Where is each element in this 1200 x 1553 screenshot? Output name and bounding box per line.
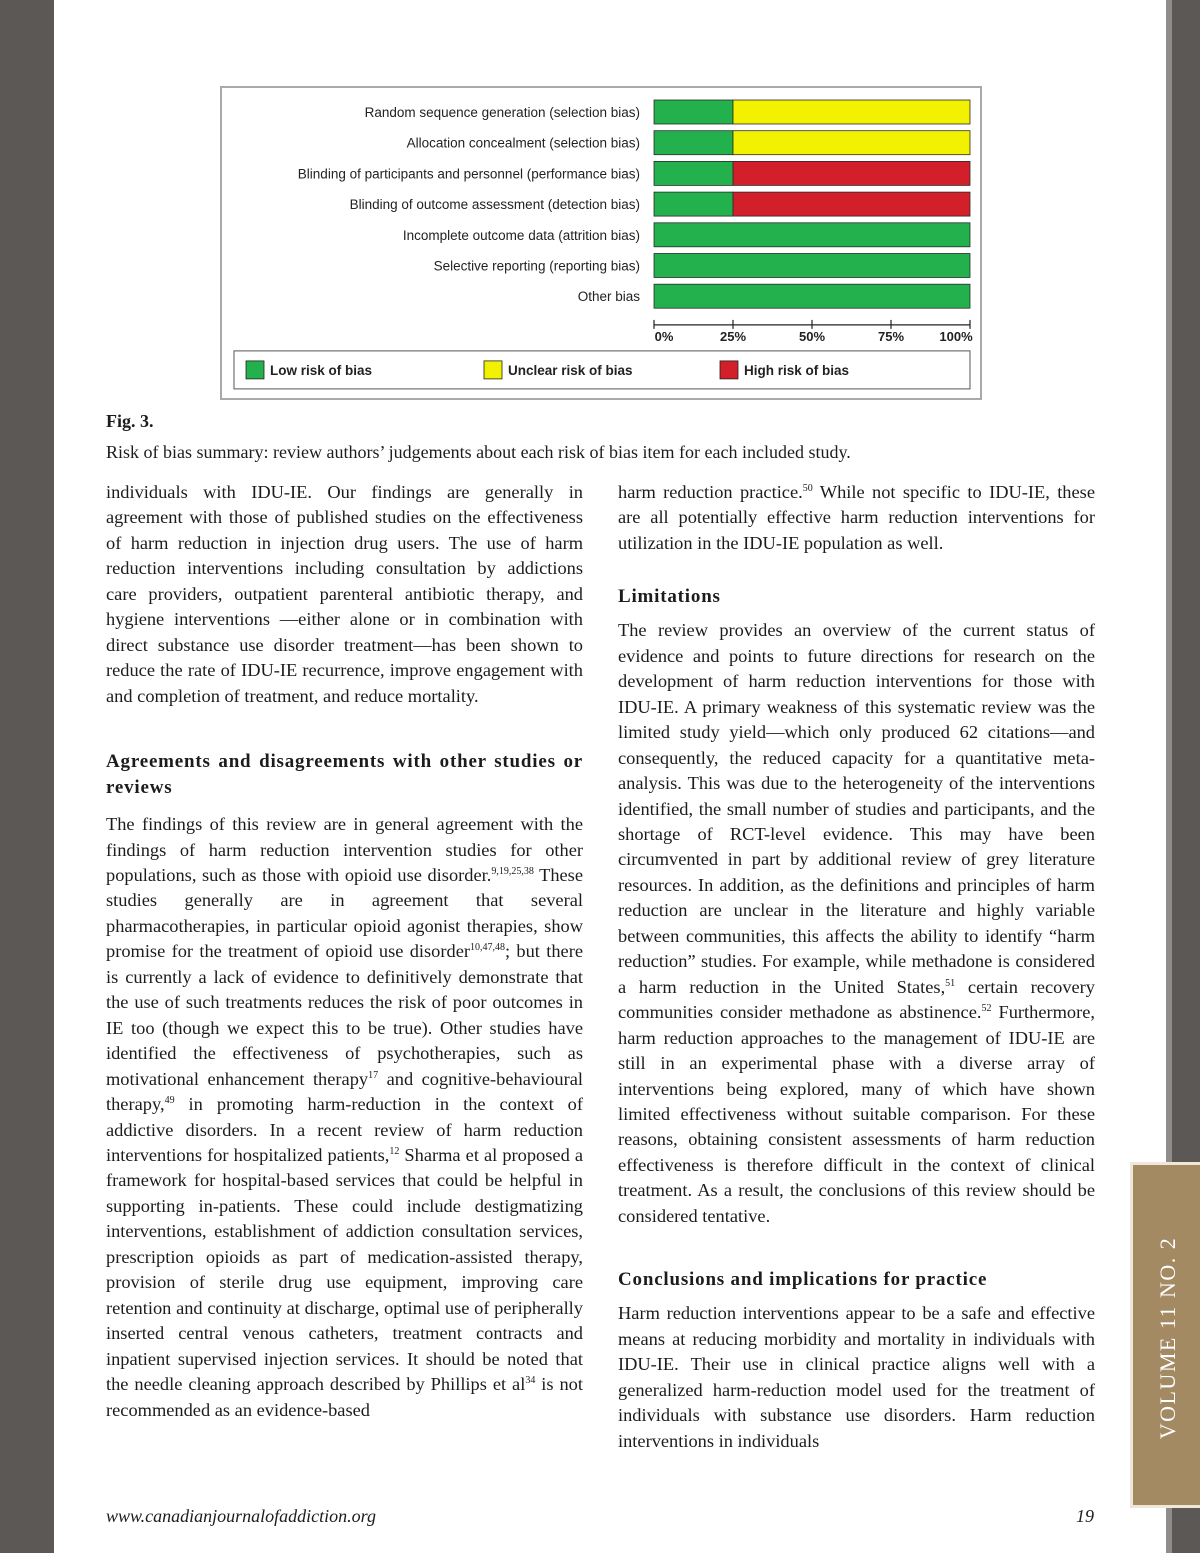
conclusions-paragraph: Harm reduction interventions appear to be a safe and effective means at reducing morbidity and mortality in individuals with IDU-IE. Their use in clinical practice aligns well with a generalized harm-reduction model used for the treatment of individuals with substance use disorders. Harm reduction interventions in individuals [618,1303,1095,1451]
bar-segment-low-risk-of-bias [654,161,733,185]
limitations-paragraph: The review provides an overview of the current status of evidence and points to future directions for research on the development of harm reduction interventions for those with IDU-IE. A primary weakness of this systematic review was the limited study yield—which only produced 62 citations—and consequently, the reduced capacity for a quantitative meta-analysis. This was due to the heterogeneity of the interventions identified, the small number of studies and participants, and the shortage of RCT-level evidence. This may have been circumvented in part by additional review of grey literature resources. In addition, as the definitions and principles of harm reduction are unclear in the literature and highly variable between communities, this affects the ability to identify “harm reduction” studies. For example, while methadone is considered a harm reduction in the United States,$^{51}$ certain recovery communities consider methadone as abstinence.$^{52}$ Furthermore, harm reduction approaches to the management of IDU-IE are still in an experimental phase with a diverse array of interventions being explored, many of which have shown limited effectiveness without suitable comparison. For these reasons, obtaining consistent assessments of harm reduction effectiveness is therefore difficult in the context of clinical treatment. As a result, the conclusions of this review should be considered tentative. [618,620,1095,1226]
figure-label: Fig. 3. [106,411,154,431]
figure-caption: Risk of bias summary: review authors’ judgements about each risk of bias item for each included study. [106,442,851,462]
risk-of-bias-figure [220,86,982,400]
bar-segment-low-risk-of-bias [654,223,970,247]
conclusions-heading: Conclusions and implications for practice [618,1269,988,1291]
bar-segment-unclear-risk-of-bias [733,100,970,124]
legend-swatch [484,361,502,379]
bar-segment-low-risk-of-bias [654,100,733,124]
bar-segment-high-risk-of-bias [733,161,970,185]
bias-category-label: Blinding of outcome assessment (detection bias) [349,197,640,213]
right-paragraph-1: harm reduction practice.$^{50}$ While not specific to IDU-IE, these are all potentially effective harm reduction interventions for utilization in the IDU-IE population as well. [618,482,1095,553]
legend-label: High risk of bias [744,362,850,378]
bias-category-label: Random sequence generation (selection bias) [364,105,640,120]
bar-segment-low-risk-of-bias [654,254,970,278]
left-column [106,480,583,1423]
legend-label: Unclear risk of bias [508,362,633,378]
legend-swatch [246,361,264,379]
left-paragraph-2: The findings of this review are in general agreement with the findings of harm reduction intervention studies for other populations, such as those with opioid use disorder.$^{9,19,25,38}$ These studies generally are in agreement that several pharmacotherapies, in particular opioid agonist therapies, show promise for the treatment of opioid use disorder$^{10,47,48}$; but there is currently a lack of evidence to definitively demonstrate that the use of such treatments reduces the risk of poor outcomes in IE too (though we expect this to be true). Other studies have identified the effectiveness of psychotherapies, such as motivational enhancement therapy$^{17}$ and cognitive-behavioural therapy,$^{49}$ in promoting harm-reduction in the context of addictive disorders. In a recent review of harm reduction interventions for hospitalized patients,$^{12}$ Sharma et al proposed a framework for hospital-based services that could be helpful in supporting in-patients. These could include destigmatizing interventions, establishment of addiction consultation services, prescription opioids as part of medication-assisted therapy, provision of sterile drug use equipment, improving care retention and continuity at discharge, optimal use of peripherally inserted central venous catheters, treatment contracts and inpatient supervised injection services. It should be noted that the needle cleaning approach described by Phillips et $al^{34}$ is not recommended as an evidence-based [106,814,584,1420]
bar-segment-unclear-risk-of-bias [733,131,970,155]
risk-of-bias-chart [222,88,980,398]
volume-label: VOLUME 11 NO. 2 [1155,1236,1180,1440]
x-axis-tick-label: 100% [939,328,973,344]
agreements-heading: Agreements and disagreements with other studies or reviews [106,751,583,799]
left-paragraph-1: individuals with IDU-IE. Our findings are generally in agreement with those of published studies on the effectiveness of harm reduction in injection drug users. The use of harm reduction interventions including consultation by addictions care providers, outpatient parenteral antibiotic therapy, and hygiene interventions —either alone or in combination with direct substance use disorder treatment—has been shown to reduce the rate of IDU-IE recurrence, improve engagement with and completion of treatment, and reduce mortality. [106,482,583,706]
right-column [618,480,1095,1454]
bias-category-label: Other bias [577,289,640,305]
bar-segment-low-risk-of-bias [654,192,733,216]
bias-category-label: Blinding of participants and personnel (performance bias) [297,166,640,182]
bar-segment-low-risk-of-bias [654,284,970,308]
bar-segment-low-risk-of-bias [654,131,733,155]
page-number: 19 [1076,1506,1094,1526]
bias-category-label: Allocation concealment (selection bias) [406,135,640,151]
journal-website-url[interactable]: www.canadianjournalofaddiction.org [106,1506,377,1526]
x-axis-tick-label: 75% [877,328,905,344]
x-axis-tick-label: 50% [798,328,826,344]
legend-swatch [720,361,738,379]
bias-category-label: Selective reporting (reporting bias) [433,258,640,274]
limitations-heading: Limitations [618,586,721,608]
x-axis-tick-label: 25% [719,328,747,344]
legend-label: Low risk of bias [270,362,373,378]
x-axis-tick-label: 0% [654,328,674,344]
volume-tab [1130,1162,1200,1508]
bias-category-label: Incomplete outcome data (attrition bias) [402,227,640,243]
bar-segment-high-risk-of-bias [733,192,970,216]
